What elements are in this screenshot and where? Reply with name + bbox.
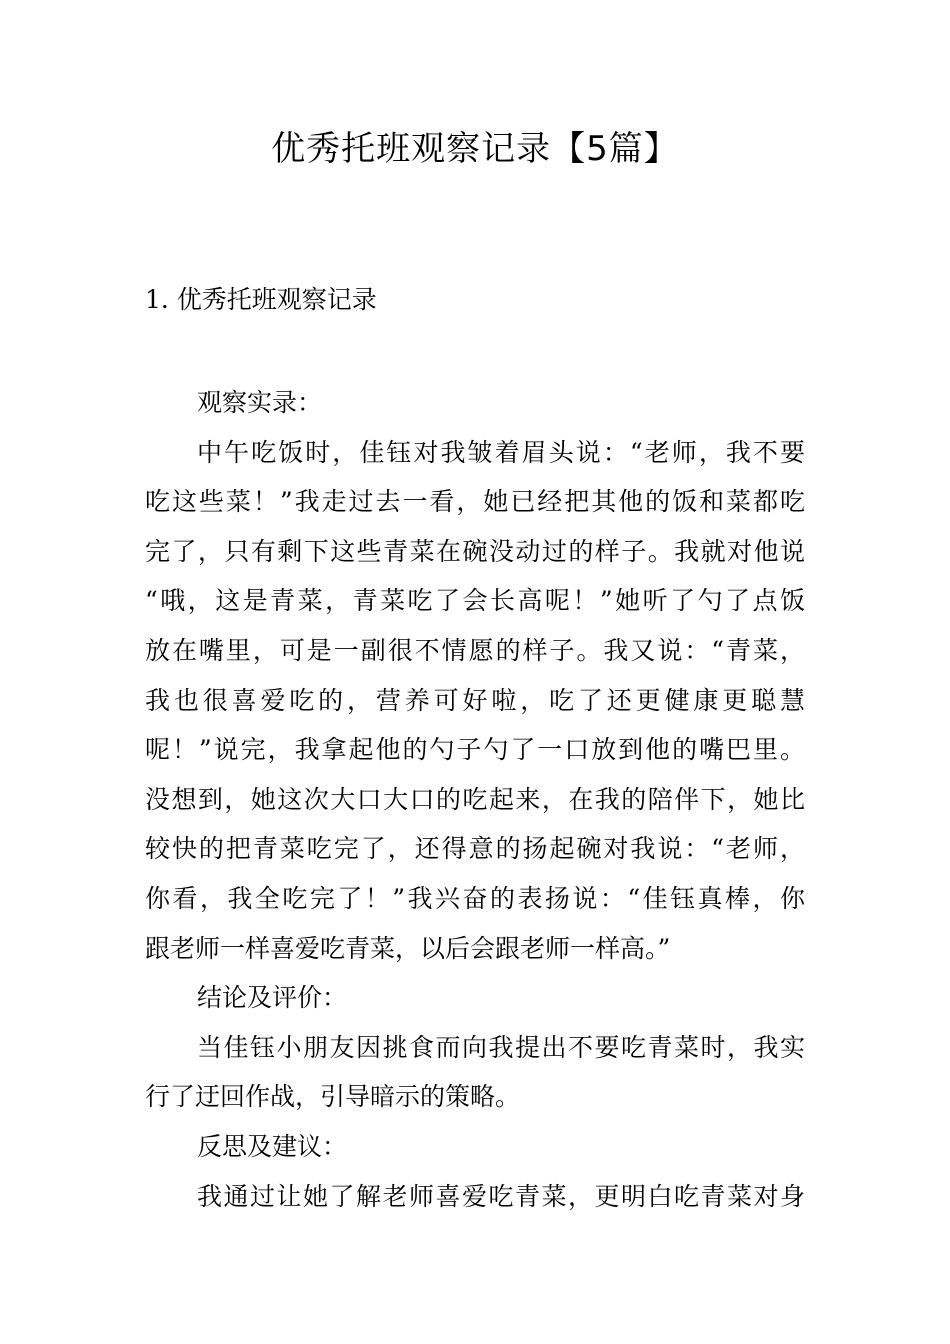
- paragraph-line: 我通过让她了解老师喜爱吃青菜，更明白吃青菜对身: [197, 1181, 805, 1211]
- paragraph-line: 完了，只有剩下这些青菜在碗没动过的样子。我就对他说: [145, 536, 805, 566]
- paragraph-line: 行了迂回作战，引导暗示的策略。: [145, 1082, 521, 1112]
- paragraph-line: 反思及建议：: [197, 1131, 348, 1161]
- paragraph-line: 中午吃饭时，佳钰对我皱着眉头说：“老师，我不要: [197, 437, 805, 467]
- document-title: 优秀托班观察记录【5篇】: [271, 129, 679, 169]
- paragraph-line: 放在嘴里，可是一副很不情愿的样子。我又说：“青菜，: [145, 635, 805, 665]
- document-body: [145, 378, 805, 1221]
- paragraph-line: 结论及评价：: [197, 983, 348, 1013]
- paragraph-line: 呢！”说完，我拿起他的勺子勺了一口放到他的嘴巴里。: [145, 735, 805, 765]
- paragraph-line: 没想到，她这次大口大口的吃起来，在我的陪伴下，她比: [145, 784, 805, 814]
- paragraph-line: 我也很喜爱吃的，营养可好啦，吃了还更健康更聪慧: [145, 685, 805, 715]
- section-heading: 1. 优秀托班观察记录: [145, 285, 377, 314]
- paragraph-line: “哦，这是青菜，青菜吃了会长高呢！”她听了勺了点饭: [145, 586, 805, 616]
- paragraph-line: 吃这些菜！”我走过去一看，她已经把其他的饭和菜都吃: [145, 487, 805, 517]
- paragraph-line: 你看，我全吃完了！”我兴奋的表扬说：“佳钰真棒，你: [145, 883, 805, 913]
- paragraph-line: 观察实录：: [197, 388, 323, 417]
- paragraph-line: 跟老师一样喜爱吃青菜，以后会跟老师一样高。”: [145, 933, 671, 963]
- paragraph-line: 当佳钰小朋友因挑食而向我提出不要吃青菜时，我实: [197, 1032, 805, 1062]
- paragraph-line: 较快的把青菜吃完了，还得意的扬起碗对我说：“老师，: [145, 834, 805, 864]
